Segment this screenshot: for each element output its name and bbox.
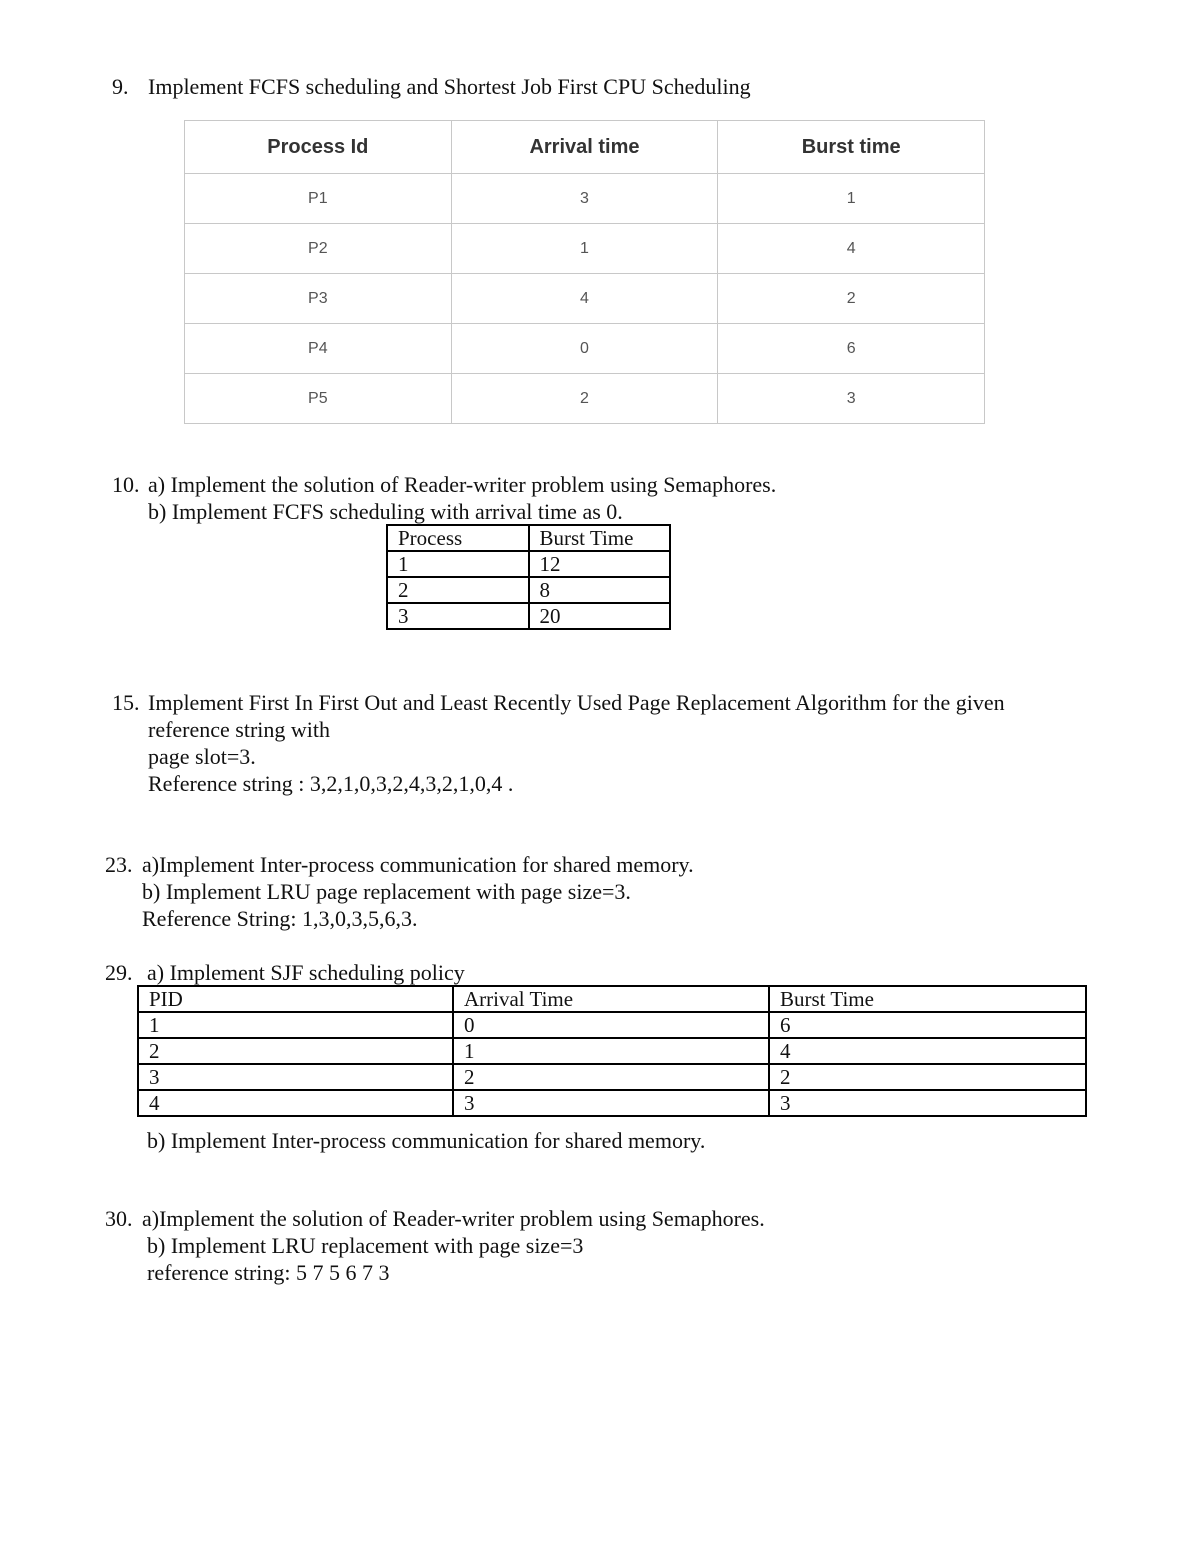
table-cell: 1 [451, 224, 718, 274]
table-cell: 0 [453, 1012, 769, 1038]
table-cell: 4 [718, 224, 985, 274]
table-row [387, 577, 670, 603]
table-cell: 1 [718, 174, 985, 224]
question-15-line-2: reference string with [148, 717, 331, 742]
table-row [387, 603, 670, 629]
table-cell: 3 [387, 603, 529, 629]
table-cell: 1 [387, 551, 529, 577]
question-30-part-c: reference string: 5 7 5 6 7 3 [147, 1260, 390, 1285]
table-cell: P1 [185, 174, 452, 224]
table-cell: P4 [185, 324, 452, 374]
table-cell: P2 [185, 224, 452, 274]
table-row [185, 374, 985, 424]
question-23-part-a: a)Implement Inter-process communication for shared memory. [142, 852, 694, 877]
table-cell: 6 [769, 1012, 1086, 1038]
table-cell: 2 [769, 1064, 1086, 1090]
table-cell: 8 [529, 577, 671, 603]
table-cell: 3 [718, 374, 985, 424]
header-pid: PID [138, 986, 453, 1012]
table-q9 [184, 120, 985, 424]
table-cell: 2 [138, 1038, 453, 1064]
table-header-row [138, 986, 1086, 1012]
table-cell: 4 [138, 1090, 453, 1116]
question-15-number: 15. [112, 690, 140, 715]
question-23-number: 23. [105, 852, 133, 877]
question-30-number: 30. [105, 1206, 133, 1231]
table-cell: 6 [718, 324, 985, 374]
question-10-part-a: a) Implement the solution of Reader-writer problem using Semaphores. [148, 472, 777, 497]
table-row [138, 1090, 1086, 1116]
question-23-part-c: Reference String: 1,3,0,3,5,6,3. [142, 906, 418, 931]
header-process: Process [387, 525, 529, 551]
table-cell: 3 [138, 1064, 453, 1090]
table-header-row [387, 525, 670, 551]
table-row [138, 1012, 1086, 1038]
table-cell: 3 [451, 174, 718, 224]
table-row [185, 174, 985, 224]
table-row [185, 274, 985, 324]
table-cell: 20 [529, 603, 671, 629]
table-cell: 3 [453, 1090, 769, 1116]
question-10-part-b: b) Implement FCFS scheduling with arrival time as 0. [148, 499, 623, 524]
question-15-line-1: Implement First In First Out and Least Recently Used Page Replacement Algorithm for the given [148, 690, 1005, 715]
table-cell: 3 [769, 1090, 1086, 1116]
question-9-number: 9. [112, 74, 129, 99]
table-header-row [185, 121, 985, 174]
question-30-part-a: a)Implement the solution of Reader-writer problem using Semaphores. [142, 1206, 765, 1231]
table-q29 [137, 985, 1087, 1117]
table-row [185, 224, 985, 274]
table-cell: 2 [387, 577, 529, 603]
table-cell: 1 [453, 1038, 769, 1064]
question-9-text: Implement FCFS scheduling and Shortest Job First CPU Scheduling [148, 74, 751, 99]
question-23-part-b: b) Implement LRU page replacement with page size=3. [142, 879, 631, 904]
table-cell: 0 [451, 324, 718, 374]
table-cell: 2 [451, 374, 718, 424]
question-29-part-a: a) Implement SJF scheduling policy [147, 960, 465, 985]
question-29-number: 29. [105, 960, 133, 985]
table-q10 [386, 524, 671, 630]
table-cell: 2 [453, 1064, 769, 1090]
table-cell: P3 [185, 274, 452, 324]
question-15-line-3: page slot=3. [148, 744, 256, 769]
header-burst-time: Burst time [718, 121, 985, 174]
header-arrival-time: Arrival Time [453, 986, 769, 1012]
table-row [138, 1064, 1086, 1090]
question-29-part-b: b) Implement Inter-process communication for shared memory. [147, 1128, 706, 1153]
question-15-line-4: Reference string : 3,2,1,0,3,2,4,3,2,1,0,4 . [148, 771, 514, 796]
table-cell: 12 [529, 551, 671, 577]
header-process-id: Process Id [185, 121, 452, 174]
table-cell: 2 [718, 274, 985, 324]
table-cell: 4 [451, 274, 718, 324]
question-30-part-b: b) Implement LRU replacement with page size=3 [147, 1233, 584, 1258]
question-10-number: 10. [112, 472, 140, 497]
header-burst-time: Burst Time [769, 986, 1086, 1012]
header-arrival-time: Arrival time [451, 121, 718, 174]
table-cell: 4 [769, 1038, 1086, 1064]
table-row [387, 551, 670, 577]
header-burst-time: Burst Time [529, 525, 671, 551]
table-cell: 1 [138, 1012, 453, 1038]
table-row [138, 1038, 1086, 1064]
table-cell: P5 [185, 374, 452, 424]
table-row [185, 324, 985, 374]
